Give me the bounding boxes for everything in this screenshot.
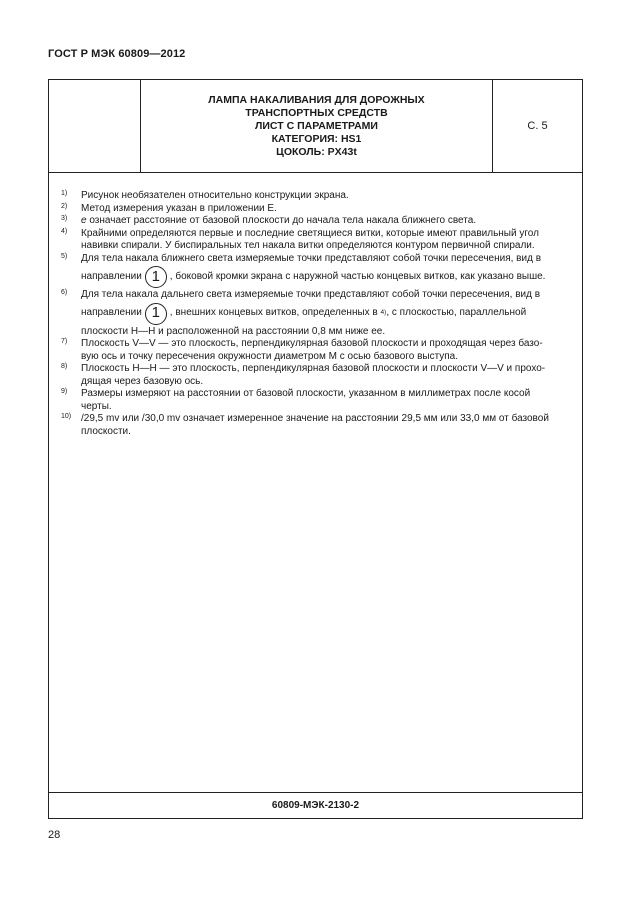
footnote-text: , внешних концевых витков, определенных в [169, 307, 378, 319]
footnote-text: Крайними определяются первые и последние светящиеся витки, которые имеют правильный угол [81, 227, 539, 239]
footnote-text: направлении [81, 270, 142, 282]
footnote-number: 4) [61, 227, 68, 235]
footnote-6 [49, 289, 582, 338]
footnote-reference: 4) [380, 309, 387, 317]
footnote-number: 6) [61, 289, 68, 296]
footnote-number: 10) [61, 413, 72, 420]
footnote-7 [49, 338, 582, 363]
header-blank-cell [49, 80, 141, 172]
footnote-text: дящая через базовую ось. [81, 375, 204, 387]
footnote-text: Рисунок необязателен относительно конструкции экрана. [81, 190, 349, 201]
title-line: ЦОКОЛЬ: PX43t [276, 145, 357, 158]
footnote-number: 2) [61, 202, 68, 210]
page-number: 28 [48, 829, 61, 841]
footnote-4 [49, 228, 582, 253]
footnote-3 [49, 215, 582, 228]
sheet-header [49, 80, 582, 173]
footnote-text: Размеры измеряют на расстоянии от базовой плоскости, указанном в миллиметрах после косой [81, 388, 531, 399]
footnote-number: 3) [61, 215, 68, 222]
title-line: ТРАНСПОРТНЫХ СРЕДСТВ [245, 106, 388, 119]
title-line: КАТЕГОРИЯ: HS1 [271, 132, 362, 145]
view-direction-marker: 1 [145, 303, 167, 325]
footnote-5 [49, 253, 582, 290]
footnote-text: , с плоскостью, параллельной [386, 307, 527, 319]
title-line: ЛИСТ С ПАРАМЕТРАМИ [255, 119, 378, 132]
footnote-10 [49, 413, 582, 438]
footnote-text: направлении [81, 307, 142, 319]
document-code: ГОСТ Р МЭК 60809—2012 [48, 48, 186, 60]
footnotes [49, 190, 582, 438]
footnote-text: /29,5 mv или /30,0 mv означает измеренное значение на расстоянии 29,5 мм или 33,0 мм от базовой [81, 413, 549, 424]
footnote-number: 1) [61, 190, 68, 197]
footnote-text: плоскости Н—Н и расположенной на расстоянии 0,8 мм ниже ее. [81, 325, 386, 337]
footnote-text: Для тела накала ближнего света измеряемые точки представляют собой точки пересечения, вид в [81, 252, 542, 264]
footnote-9 [49, 388, 582, 413]
sheet-footer-code: 60809-МЭК-2130-2 [49, 792, 582, 818]
sheet-number: С. 5 [527, 120, 548, 132]
parameter-sheet [48, 79, 583, 819]
footnote-number: 9) [61, 388, 68, 395]
footnote-text: Для тела накала дальнего света измеряемые точки представляют собой точки пересечения, вид в [81, 289, 541, 300]
footnote-text: плоскости. [81, 425, 131, 437]
view-direction-marker: 1 [145, 266, 167, 288]
footnote-2 [49, 203, 582, 216]
footnote-text: вую ось и точку пересечения окружности диаметром М с осью базового выступа. [81, 350, 459, 362]
footnote-number: 5) [61, 252, 68, 260]
footnote-text: означает расстояние от базовой плоскости до начала тела накала ближнего света. [89, 215, 477, 226]
footnote-text: Плоскость Н—Н — это плоскость, перпендикулярная базовой плоскости и плоскости V—V и прохо- [81, 363, 546, 374]
footnote-text: , боковой кромки экрана с наружной частью концевых витков, как указано выше. [169, 270, 546, 282]
footnote-text: Плоскость V—V — это плоскость, перпендикулярная базовой плоскости и проходящая через базо- [81, 338, 543, 349]
footnote-text: навивки спирали. У биспиральных тел накала витки определяются контуром первичной спирали. [81, 240, 535, 251]
footnote-text: черты. [81, 400, 112, 412]
footnote-number: 7) [61, 338, 68, 345]
footnote-text: Метод измерения указан в приложении Е. [81, 202, 277, 214]
footnote-1 [49, 190, 582, 203]
footnote-8 [49, 363, 582, 388]
footnote-number: 8) [61, 363, 68, 370]
header-title [141, 80, 493, 172]
title-line: ЛАМПА НАКАЛИВАНИЯ ДЛЯ ДОРОЖНЫХ [208, 93, 425, 106]
footnote-symbol: e [81, 215, 87, 226]
